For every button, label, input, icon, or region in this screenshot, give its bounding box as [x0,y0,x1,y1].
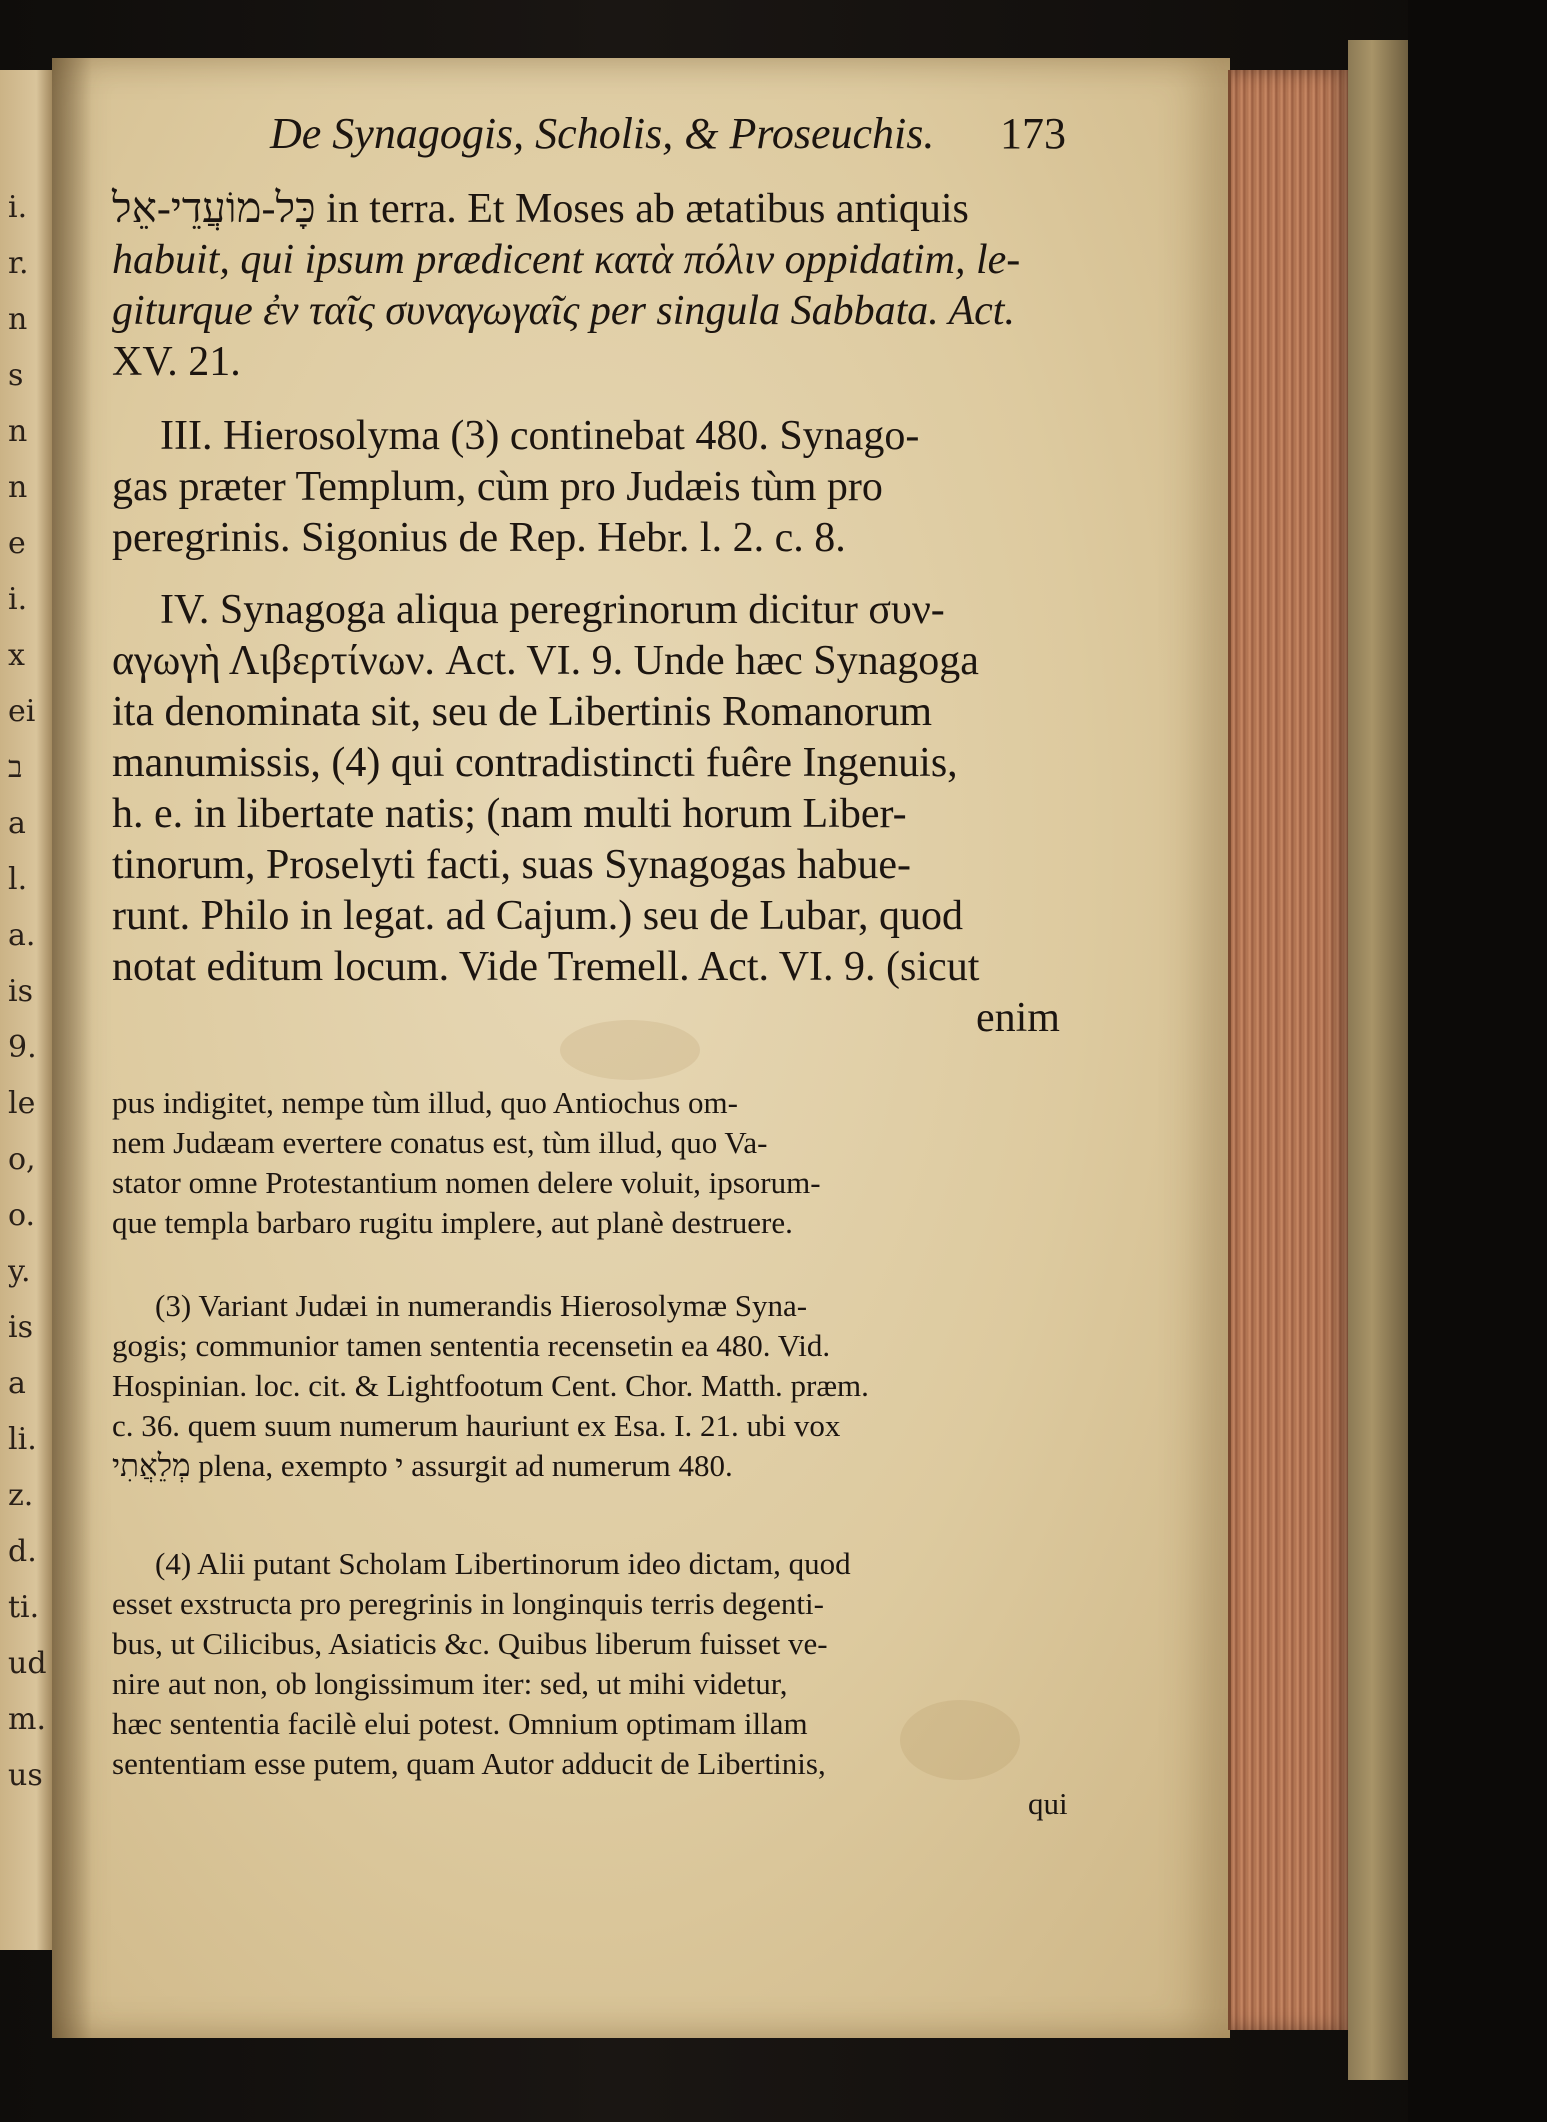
footnote-line: que templa barbaro rugitu implere, aut planè destruere. [112,1205,793,1240]
gutter-shadow [52,58,92,2038]
facing-page-fragment: n [8,302,28,337]
main-text-line: notat editum locum. Vide Tremell. Act. VI. 9. (sicut [112,944,980,990]
main-text-line: XV. 21. [112,339,241,385]
footnote-line: gogis; communior tamen sententia recensetin ea 480. Vid. [112,1328,831,1363]
main-text-line: gas præter Templum, cùm pro Judæis tùm pro [112,464,883,510]
footnote-line: esset exstructa pro peregrinis in longinquis terris degenti- [112,1586,824,1621]
facing-page-fragment: x [8,638,25,673]
main-text-line: IV. Synagoga aliqua peregrinorum dicitur συν- [160,587,945,633]
facing-page-fragment: e [8,526,26,561]
main-text-line: giturque ἐν ταῖς συναγωγαῖς per singula Sabbata. Act. [112,288,1015,334]
facing-page-fragment: is [8,1310,33,1345]
book-binding [1348,40,1408,2080]
facing-page-fragment: li. [8,1422,37,1457]
facing-page-fragment: ti. [8,1590,40,1625]
facing-page-fragment: o. [8,1198,36,1233]
facing-page-fragment: 9. [8,1030,37,1065]
facing-page-fragment: ud [8,1646,47,1681]
main-text-line: tinorum, Proselyti facti, suas Synagogas habue- [112,842,912,888]
facing-page-fragment: is [8,974,33,1009]
footnote-line: Hospinian. loc. cit. & Lightfootum Cent. Chor. Matth. præm. [112,1368,869,1403]
main-text-line: peregrinis. Sigonius de Rep. Hebr. l. 2. c. 8. [112,515,846,561]
facing-page-fragment: o, [8,1142,36,1177]
facing-page-fragment: i. [8,582,28,617]
page-edges [1228,70,1351,2030]
footnote-line: nire aut non, ob longissimum iter: sed, ut mihi videtur, [112,1666,788,1701]
paper-stain [900,1700,1020,1780]
paper-stain [560,1020,700,1080]
main-text-line: כָּל-מוֹעֲדֵי-אֵל in terra. Et Moses ab ætatibus antiquis [112,186,969,232]
footnote-line: (3) Variant Judæi in numerandis Hierosolymæ Syna- [155,1288,808,1323]
footnote-line: pus indigitet, nempe tùm illud, quo Antiochus om- [112,1085,738,1120]
facing-page-fragment: z. [8,1478,34,1513]
facing-page-fragment: le [8,1086,36,1121]
footnote-catchword: qui [1028,1786,1068,1821]
facing-page-fragment: ב [8,750,23,785]
facing-page-fragment: a. [8,918,36,953]
page-number: 173 [1000,109,1066,158]
footnote-line: stator omne Protestantium nomen delere voluit, ipsorum- [112,1165,821,1200]
main-text-line: h. e. in libertate natis; (nam multi horum Liber- [112,791,907,837]
facing-page-fragment: a [8,1366,26,1401]
footnote-line: hæc sententia facilè elui potest. Omnium optimam illam [112,1706,808,1741]
footnote-line: (4) Alii putant Scholam Libertinorum ideo dictam, quod [155,1546,851,1581]
facing-page-fragment: ei [8,694,36,729]
main-text-line: runt. Philo in legat. ad Cajum.) seu de Lubar, quod [112,893,963,939]
footnote-line: bus, ut Cilicibus, Asiaticis &c. Quibus liberum fuisset ve- [112,1626,828,1661]
background [1408,0,1547,2122]
main-text-line: αγωγὴ Λιβερτίνων. Act. VI. 9. Unde hæc Synagoga [112,638,979,684]
facing-page-fragment: m. [8,1702,46,1737]
main-text-line: manumissis, (4) qui contradistincti fuêre Ingenuis, [112,740,958,786]
facing-page-fragment: d. [8,1534,37,1569]
facing-page-fragment: a [8,806,26,841]
running-header: De Synagogis, Scholis, & Proseuchis. [270,109,935,158]
main-text-line: habuit, qui ipsum prædicent κατὰ πόλιν oppidatim, le- [112,237,1021,283]
footnote-line: c. 36. quem suum numerum hauriunt ex Esa. I. 21. ubi vox [112,1408,841,1443]
facing-page-fragment: us [8,1758,43,1793]
footnote-line: nem Judæam evertere conatus est, tùm illud, quo Va- [112,1125,768,1160]
footnote-line: מְלֵאֲתִי plena, exempto י assurgit ad numerum 480. [112,1448,733,1483]
main-text-line: III. Hierosolyma (3) continebat 480. Synago- [160,413,920,459]
facing-page-fragment: i. [8,190,28,225]
footnote-line: sententiam esse putem, quam Autor adducit de Libertinis, [112,1746,826,1781]
facing-page-fragment: r. [8,246,29,281]
facing-page-fragment: s [8,358,24,393]
facing-page-fragment: y. [8,1254,31,1289]
facing-page-fragment: l. [8,862,28,897]
catchword: enim [976,995,1060,1041]
main-text-line: ita denominata sit, seu de Libertinis Romanorum [112,689,933,735]
facing-page-fragment: n [8,414,28,449]
facing-page-fragment: n [8,470,28,505]
